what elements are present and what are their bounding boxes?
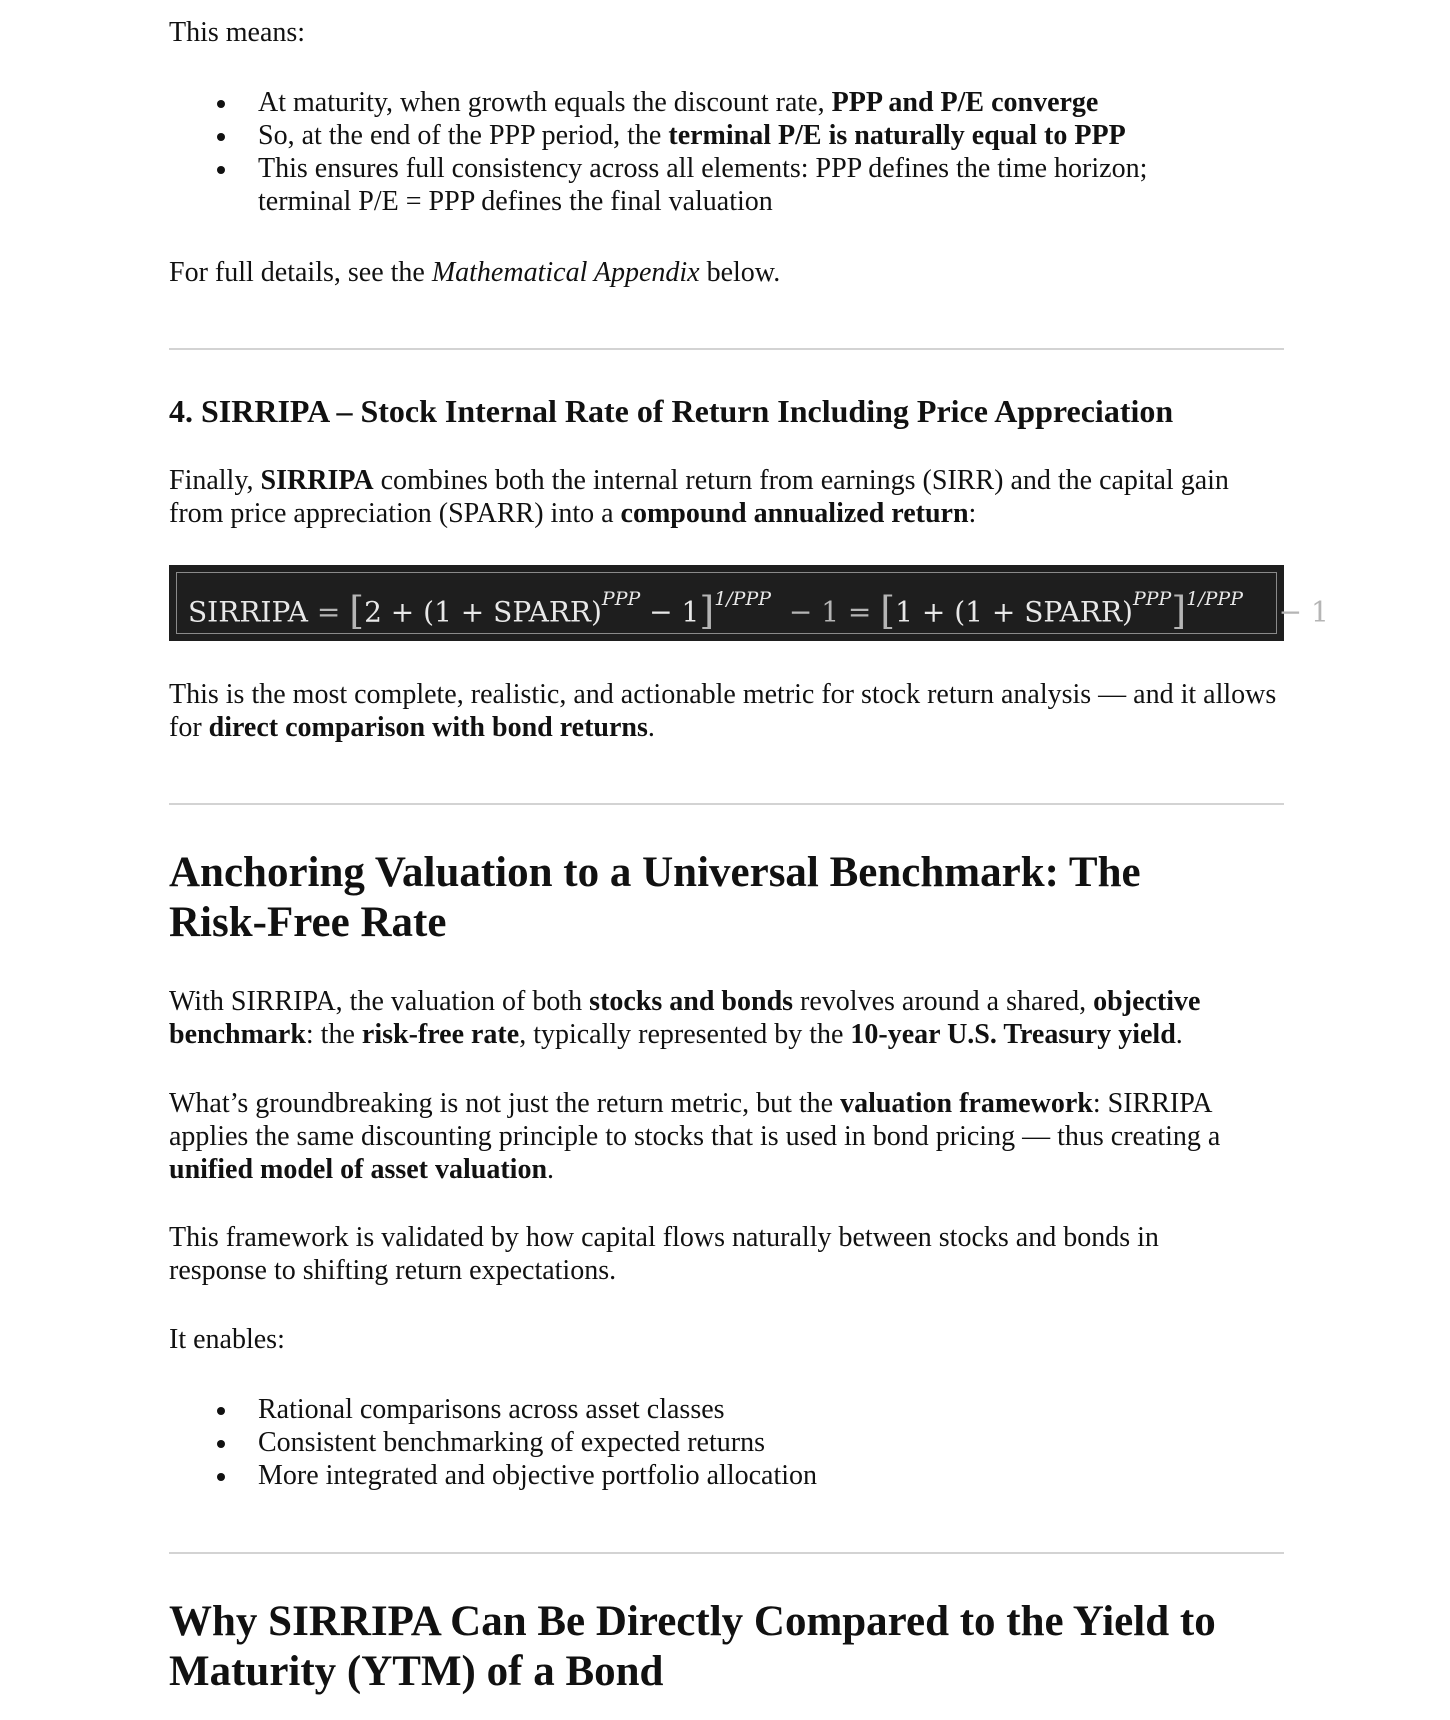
enables-bullet-list [169,1393,1284,1492]
section-4-conclusion: This is the most complete, realistic, and actionable metric for stock return analysis — and it allows for direct comparison with bond returns. [169,679,1277,743]
list-item: At maturity, when growth equals the discount rate, PPP and P/E converge [169,86,1284,119]
details-note: For full details, see the Mathematical Appendix below. [169,257,781,288]
list-item: This ensures full consistency across all elements: PPP defines the time horizon; terminal P/E = PPP defines the final valuation [169,152,1188,218]
why-heading: Why SIRRIPA Can Be Directly Compared to the Yield to Maturity (YTM) of a Bond [169,1598,1216,1695]
formula-box [169,565,1329,641]
section-4-paragraph: Finally, SIRRIPA combines both the internal return from earnings (SIRR) and the capital gain from price appreciation (SPARR) into a compound annualized return: [169,465,1229,529]
enables-label: It enables: [169,1324,285,1355]
anchoring-paragraph-2: What’s groundbreaking is not just the return metric, but the valuation framework: SIRRIPA applies the same discounting principle to stocks that is used in bond pricing — thus creating a unified model of asset valuation. [169,1088,1221,1185]
divider [169,803,1284,805]
list-item: Rational comparisons across asset classes [169,1393,1284,1426]
anchoring-paragraph-3: This framework is validated by how capital flows naturally between stocks and bonds in response to shifting return expectations. [169,1222,1159,1286]
anchoring-heading: Anchoring Valuation to a Universal Benchmark: The Risk-Free Rate [169,849,1141,946]
anchoring-paragraph-1: With SIRRIPA, the valuation of both stocks and bonds revolves around a shared, objective benchmark: the risk-free rate, typically represented by the 10-year U.S. Treasury yield. [169,986,1201,1050]
list-item: So, at the end of the PPP period, the terminal P/E is naturally equal to PPP [169,119,1284,152]
list-item: Consistent benchmarking of expected returns [169,1426,1284,1459]
divider [169,348,1284,350]
intro-lead: This means: [169,17,306,48]
divider [169,1552,1284,1554]
appendix-reference: Mathematical Appendix [431,257,700,288]
sirripa-formula: SIRRIPA = [2 + (1 + SPARR)$^{PPP}$ − 1]$^{1/PPP}$ − 1 = [1 + (1 + SPARR)$^{PPP}$]$^{1/PPP}$ − 1 [188,588,1329,634]
list-item: More integrated and objective portfolio allocation [169,1459,1284,1492]
intro-bullet-list [169,86,1284,218]
section-4-title: 4. SIRRIPA – Stock Internal Rate of Return Including Price Appreciation [169,393,1174,429]
